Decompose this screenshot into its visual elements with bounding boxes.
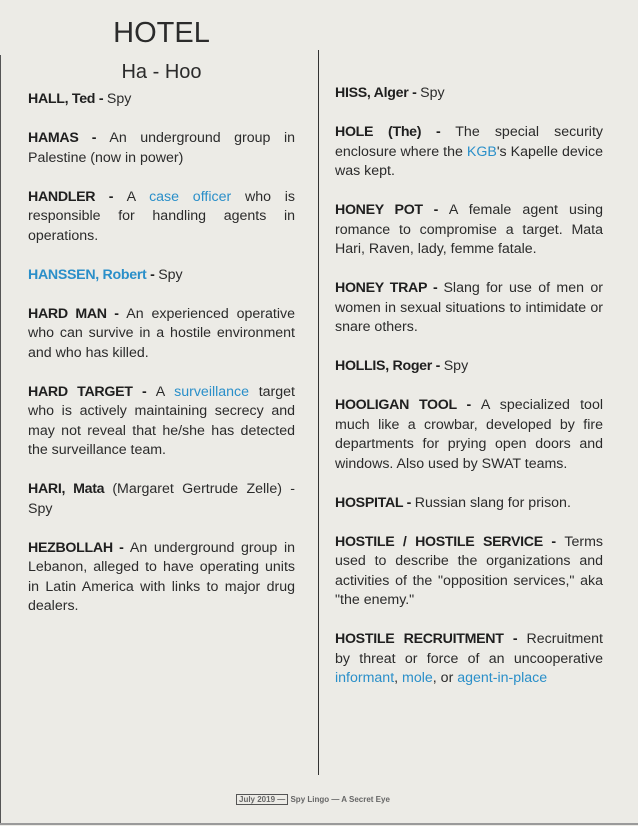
- glossary-entry-hezbollah: [28, 539, 295, 617]
- entry-separator: -: [408, 85, 421, 101]
- glossary-entry-honey-pot: [335, 201, 603, 260]
- definition-text: 's Kapelle device was kept.: [335, 143, 603, 179]
- entry-term[interactable]: HANSSEN, Robert: [28, 266, 147, 283]
- page-bottom-edge: [0, 823, 638, 825]
- entry-separator: -: [503, 631, 527, 647]
- definition-text: Terms used to describe the organizations and activities of the "opposition services," aka "the enemy.": [335, 533, 603, 608]
- definition-text: Spy: [420, 85, 445, 101]
- left-entry-list: [28, 90, 295, 617]
- glossary-entry-hard-target: [28, 383, 295, 461]
- entry-separator: -: [421, 124, 456, 140]
- definition-text: An experienced operative who can survive in a hostile environment and who has killed.: [28, 305, 295, 361]
- definition-text: target who is actively maintaining secrecy and may not reveal that he/she has detected the surveillance team.: [28, 383, 295, 458]
- entry-term: HOSTILE / HOSTILE SERVICE: [335, 533, 543, 550]
- entry-separator: -: [146, 266, 159, 283]
- entry-separator: -: [95, 91, 107, 107]
- entry-separator: -: [456, 397, 481, 413]
- definition-link[interactable]: informant: [335, 670, 395, 686]
- glossary-entry-hall-ted: [28, 90, 295, 110]
- glossary-entry-hostile-recruitment: [335, 630, 603, 689]
- entry-separator: -: [106, 305, 127, 322]
- entry-term: HALL, Ted: [28, 91, 96, 107]
- definition-text: A: [126, 188, 150, 205]
- definition-text: An underground group in Palestine (now in power): [28, 130, 295, 166]
- footer: [236, 795, 390, 804]
- entry-separator: -: [426, 280, 444, 296]
- glossary-entry-hollis-roger: [335, 357, 603, 377]
- entry-term: HISS, Alger: [335, 85, 409, 101]
- definition-link[interactable]: KGB: [466, 143, 497, 160]
- definition-link[interactable]: agent-in-place: [457, 670, 548, 686]
- right-column: [335, 84, 603, 708]
- entry-term: HOOLIGAN TOOL: [335, 397, 457, 413]
- definition-text: Spy: [106, 91, 132, 107]
- entry-term: HOLE (The): [335, 124, 422, 140]
- entry-separator: -: [95, 188, 127, 205]
- entry-term: HOLLIS, Roger: [335, 358, 432, 374]
- definition-text: The special security enclosure where the: [335, 124, 603, 160]
- glossary-entry-hiss-alger: [335, 84, 603, 104]
- glossary-entry-hari-mata: [28, 480, 295, 519]
- definition-text: ,: [394, 670, 403, 686]
- left-column: [28, 0, 295, 636]
- definition-text: Slang for use of men or women in sexual situations to intimidate or snare others.: [335, 280, 603, 335]
- definition-text: Spy: [443, 358, 469, 374]
- definition-text: Recruitment by threat or force of an uncooperative: [335, 631, 603, 667]
- entry-term: HONEY POT: [335, 202, 423, 218]
- definition-text: (Margaret Gertrude Zelle) - Spy: [28, 481, 295, 517]
- entry-separator: -: [403, 494, 415, 511]
- definition-text: A: [155, 383, 175, 400]
- column-divider: [318, 50, 319, 775]
- definition-text: Russian slang for prison.: [414, 494, 571, 511]
- entry-separator: -: [422, 202, 449, 218]
- glossary-entry-handler: [28, 188, 295, 247]
- entry-term: HOSPITAL: [335, 494, 404, 511]
- entry-term: HANDLER: [28, 188, 96, 205]
- entry-term: HEZBOLLAH: [28, 539, 113, 556]
- entry-term: HOSTILE RECRUITMENT: [335, 631, 504, 647]
- entry-term: HARD TARGET: [28, 383, 133, 400]
- definition-text: A specialized tool much like a crowbar, developed by fire departments for prying open doors and windows. Also used by SWAT teams.: [335, 397, 603, 472]
- entry-term: HONEY TRAP: [335, 280, 427, 296]
- entry-separator: -: [542, 533, 565, 550]
- definition-link[interactable]: case officer: [149, 188, 232, 205]
- entry-term: HAMAS: [28, 130, 79, 146]
- footer-date: July 2019 —: [236, 794, 288, 805]
- page-title: HOTEL: [113, 17, 210, 49]
- definition-text: A female agent using romance to compromise a target. Mata Hari, Raven, lady, femme fatale.: [335, 202, 603, 257]
- glossary-entry-hooligan-tool: [335, 396, 603, 474]
- footer-title: Spy Lingo — A Secret Eye: [288, 795, 390, 804]
- entry-term: HARI, Mata: [28, 481, 105, 497]
- definition-text: Spy: [158, 266, 183, 283]
- glossary-entry-hostile-hostile-service: [335, 533, 603, 611]
- glossary-entry-hanssen-robert: [28, 266, 295, 286]
- glossary-entry-hamas: [28, 129, 295, 168]
- glossary-entry-hole-the: [335, 123, 603, 182]
- glossary-entry-honey-trap: [335, 279, 603, 338]
- entry-separator: -: [112, 539, 130, 556]
- entry-separator: -: [132, 383, 156, 400]
- page-subtitle: Ha - Hoo: [121, 61, 202, 83]
- definition-text: , or: [432, 670, 458, 686]
- right-entry-list: [335, 84, 603, 689]
- glossary-entry-hospital: [335, 494, 603, 514]
- glossary-entry-hard-man: [28, 305, 295, 364]
- definition-link[interactable]: mole: [402, 670, 433, 686]
- entry-separator: -: [78, 130, 110, 146]
- definition-text: An underground group in Lebanon, alleged to have operating units in Latin America with links to major drug dealers.: [28, 539, 295, 614]
- definition-text: who is responsible for handling agents in operations.: [28, 188, 296, 244]
- page-left-edge: [0, 55, 1, 825]
- entry-separator: -: [432, 358, 444, 374]
- entry-term: HARD MAN: [28, 305, 107, 322]
- definition-link[interactable]: surveillance: [174, 383, 250, 400]
